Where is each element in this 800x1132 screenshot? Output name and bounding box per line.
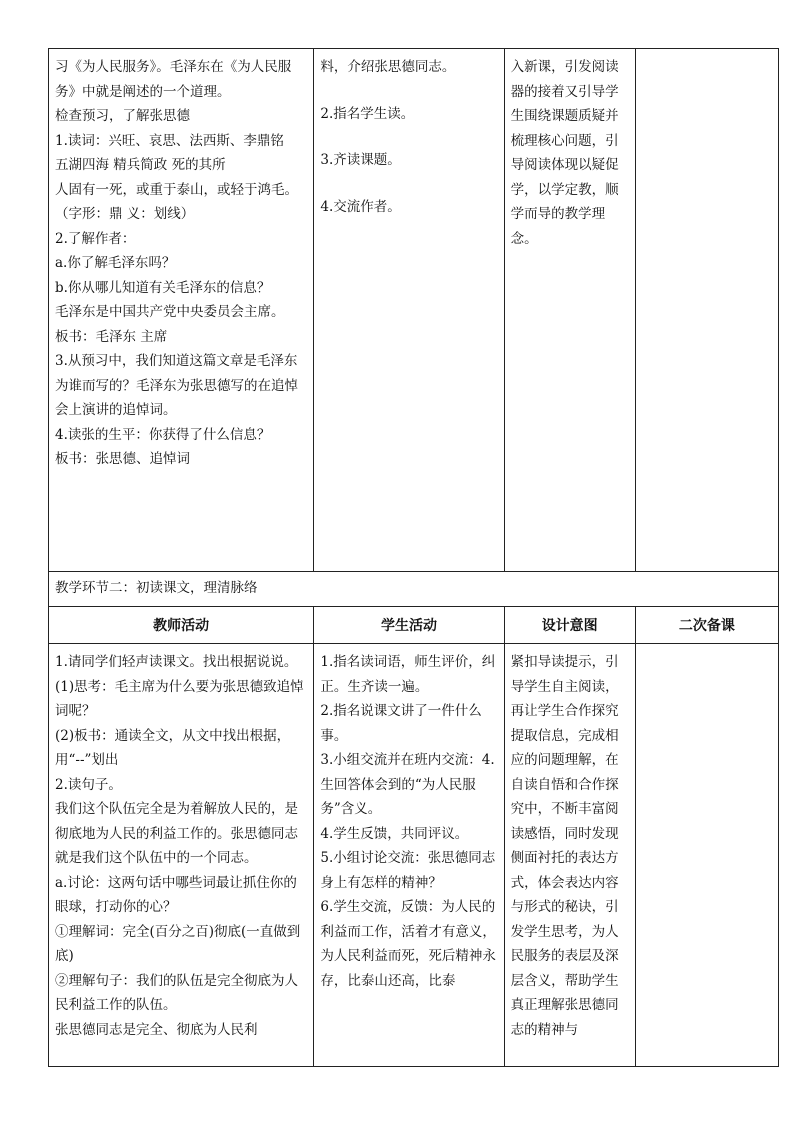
text-block: 入新课，引发阅读器的接着又引导学生围绕课题质疑并梳理核心问题，引导阅读体现以疑促学，以学定教，顺学而导的教学理念。 <box>510 59 619 247</box>
student-activity-cell <box>314 644 504 1067</box>
text-line: 1.请同学们轻声读课文。找出根据说说。 <box>55 654 298 670</box>
text-line: 习《为人民服务》。毛泽东在《为人民服务》中就是阐述的一个道理。 <box>55 59 292 100</box>
text-line: a.讨论：这两句话中哪些词最让抓住你的眼球，打动你的心？ <box>55 874 297 915</box>
student-activity-cell <box>314 49 504 572</box>
text-line: 4.学生反馈，共同评议。 <box>320 825 469 842</box>
text-line: 毛泽东是中国共产党中央委员会主席。 <box>55 304 285 320</box>
text-line: b.你从哪儿知道有关毛泽东的信息？ <box>55 279 271 296</box>
design-intent-cell <box>504 49 635 572</box>
header-teacher-activity: 教师活动 <box>49 607 314 644</box>
text-line: (1)思考：毛主席为什么要为张思德致追悼词呢？ <box>55 678 304 719</box>
text-line: 板书：毛泽东 主席 <box>55 328 168 345</box>
text-line: 我们这个队伍完全是为着解放人民的，是彻底地为人民的利益工作的。张思德同志就是我们这个队伍中的一个同志。 <box>55 801 298 866</box>
header-second-prep: 二次备课 <box>635 607 778 644</box>
teacher-activity-cell <box>49 49 314 572</box>
text-line: 1.指名读词语，师生评价，纠正。生齐读一遍。 <box>320 654 496 695</box>
text-line: 料，介绍张思德同志。 <box>320 59 456 75</box>
section-title: 教学环节二：初读课文，理清脉络 <box>49 572 779 607</box>
text-line: 人固有一死，或重于泰山，或轻于鸿毛。（字形：鼎 义：划线） <box>55 181 298 222</box>
text-line: a.你了解毛泽东吗？ <box>55 255 176 271</box>
text-line: 1.读词：兴旺、哀思、法西斯、李鼎铭 <box>55 132 284 149</box>
text-line: 2.读句子。 <box>55 776 122 793</box>
text-line: 6.学生交流，反馈：为人民的利益而工作，活着才有意义，为人民利益而死，死后精神永存，比泰山还高，比泰 <box>320 899 496 989</box>
text-line: 2.指名说课文讲了一件什么事。 <box>320 703 482 744</box>
text-line: ②理解句子：我们的队伍是完全彻底为人民利益工作的队伍。 <box>55 972 298 1013</box>
text-line: 3.从预习中，我们知道这篇文章是毛泽东为谁而写的？毛泽东为张思德写的在追悼会上演讲的追悼词。 <box>55 353 298 418</box>
text-line: 检查预习，了解张思德 <box>55 108 190 124</box>
text-line: (2)板书：通读全文，从文中找出根据，用“--”划出 <box>55 727 291 768</box>
text-line: 张思德同志是完全、彻底为人民利 <box>55 1021 258 1038</box>
header-student-activity: 学生活动 <box>314 607 504 644</box>
text-line: ①理解词：完全(百分之百)彻底(一直做到底) <box>55 923 301 964</box>
lesson-plan-page <box>48 48 779 1067</box>
teacher-activity-cell <box>49 644 314 1067</box>
second-prep-cell <box>635 644 778 1067</box>
design-intent-cell <box>504 644 635 1067</box>
header-design-intent: 设计意图 <box>504 607 635 644</box>
continued-activity-row <box>49 49 779 572</box>
text-line: 2.了解作者： <box>55 230 136 247</box>
text-line: 5.小组讨论交流：张思德同志身上有怎样的精神？ <box>320 850 496 891</box>
text-line: 五湖四海 精兵简政 死的其所 <box>55 157 226 173</box>
header-row <box>49 607 779 644</box>
second-prep-cell <box>635 49 778 572</box>
text-line: 板书：张思德、追悼词 <box>55 451 190 467</box>
lesson-plan-table <box>48 48 779 1067</box>
activity-row <box>49 644 779 1067</box>
text-line: 4.读张的生平：你获得了什么信息？ <box>55 426 271 443</box>
section-title-row <box>49 572 779 607</box>
text-line: 4.交流作者。 <box>320 198 401 215</box>
text-line: 3.齐读课题。 <box>320 152 401 168</box>
text-line: 3.小组交流并在班内交流：4.生回答体会到的“为人民服务”含义。 <box>320 752 495 817</box>
text-block: 紧扣导读提示，引导学生自主阅读，再让学生合作探究提取信息，完成相应的问题理解，在自读自悟和合作探究中，不断丰富阅读感悟，同时发现侧面衬托的表达方式，体会表达内容与形式的秘诀，引发学生思考，为人民服务的表层及深层含义，帮助学生真正理解张思德同志的精神与 <box>510 654 619 1038</box>
text-line: 2.指名学生读。 <box>320 105 415 122</box>
